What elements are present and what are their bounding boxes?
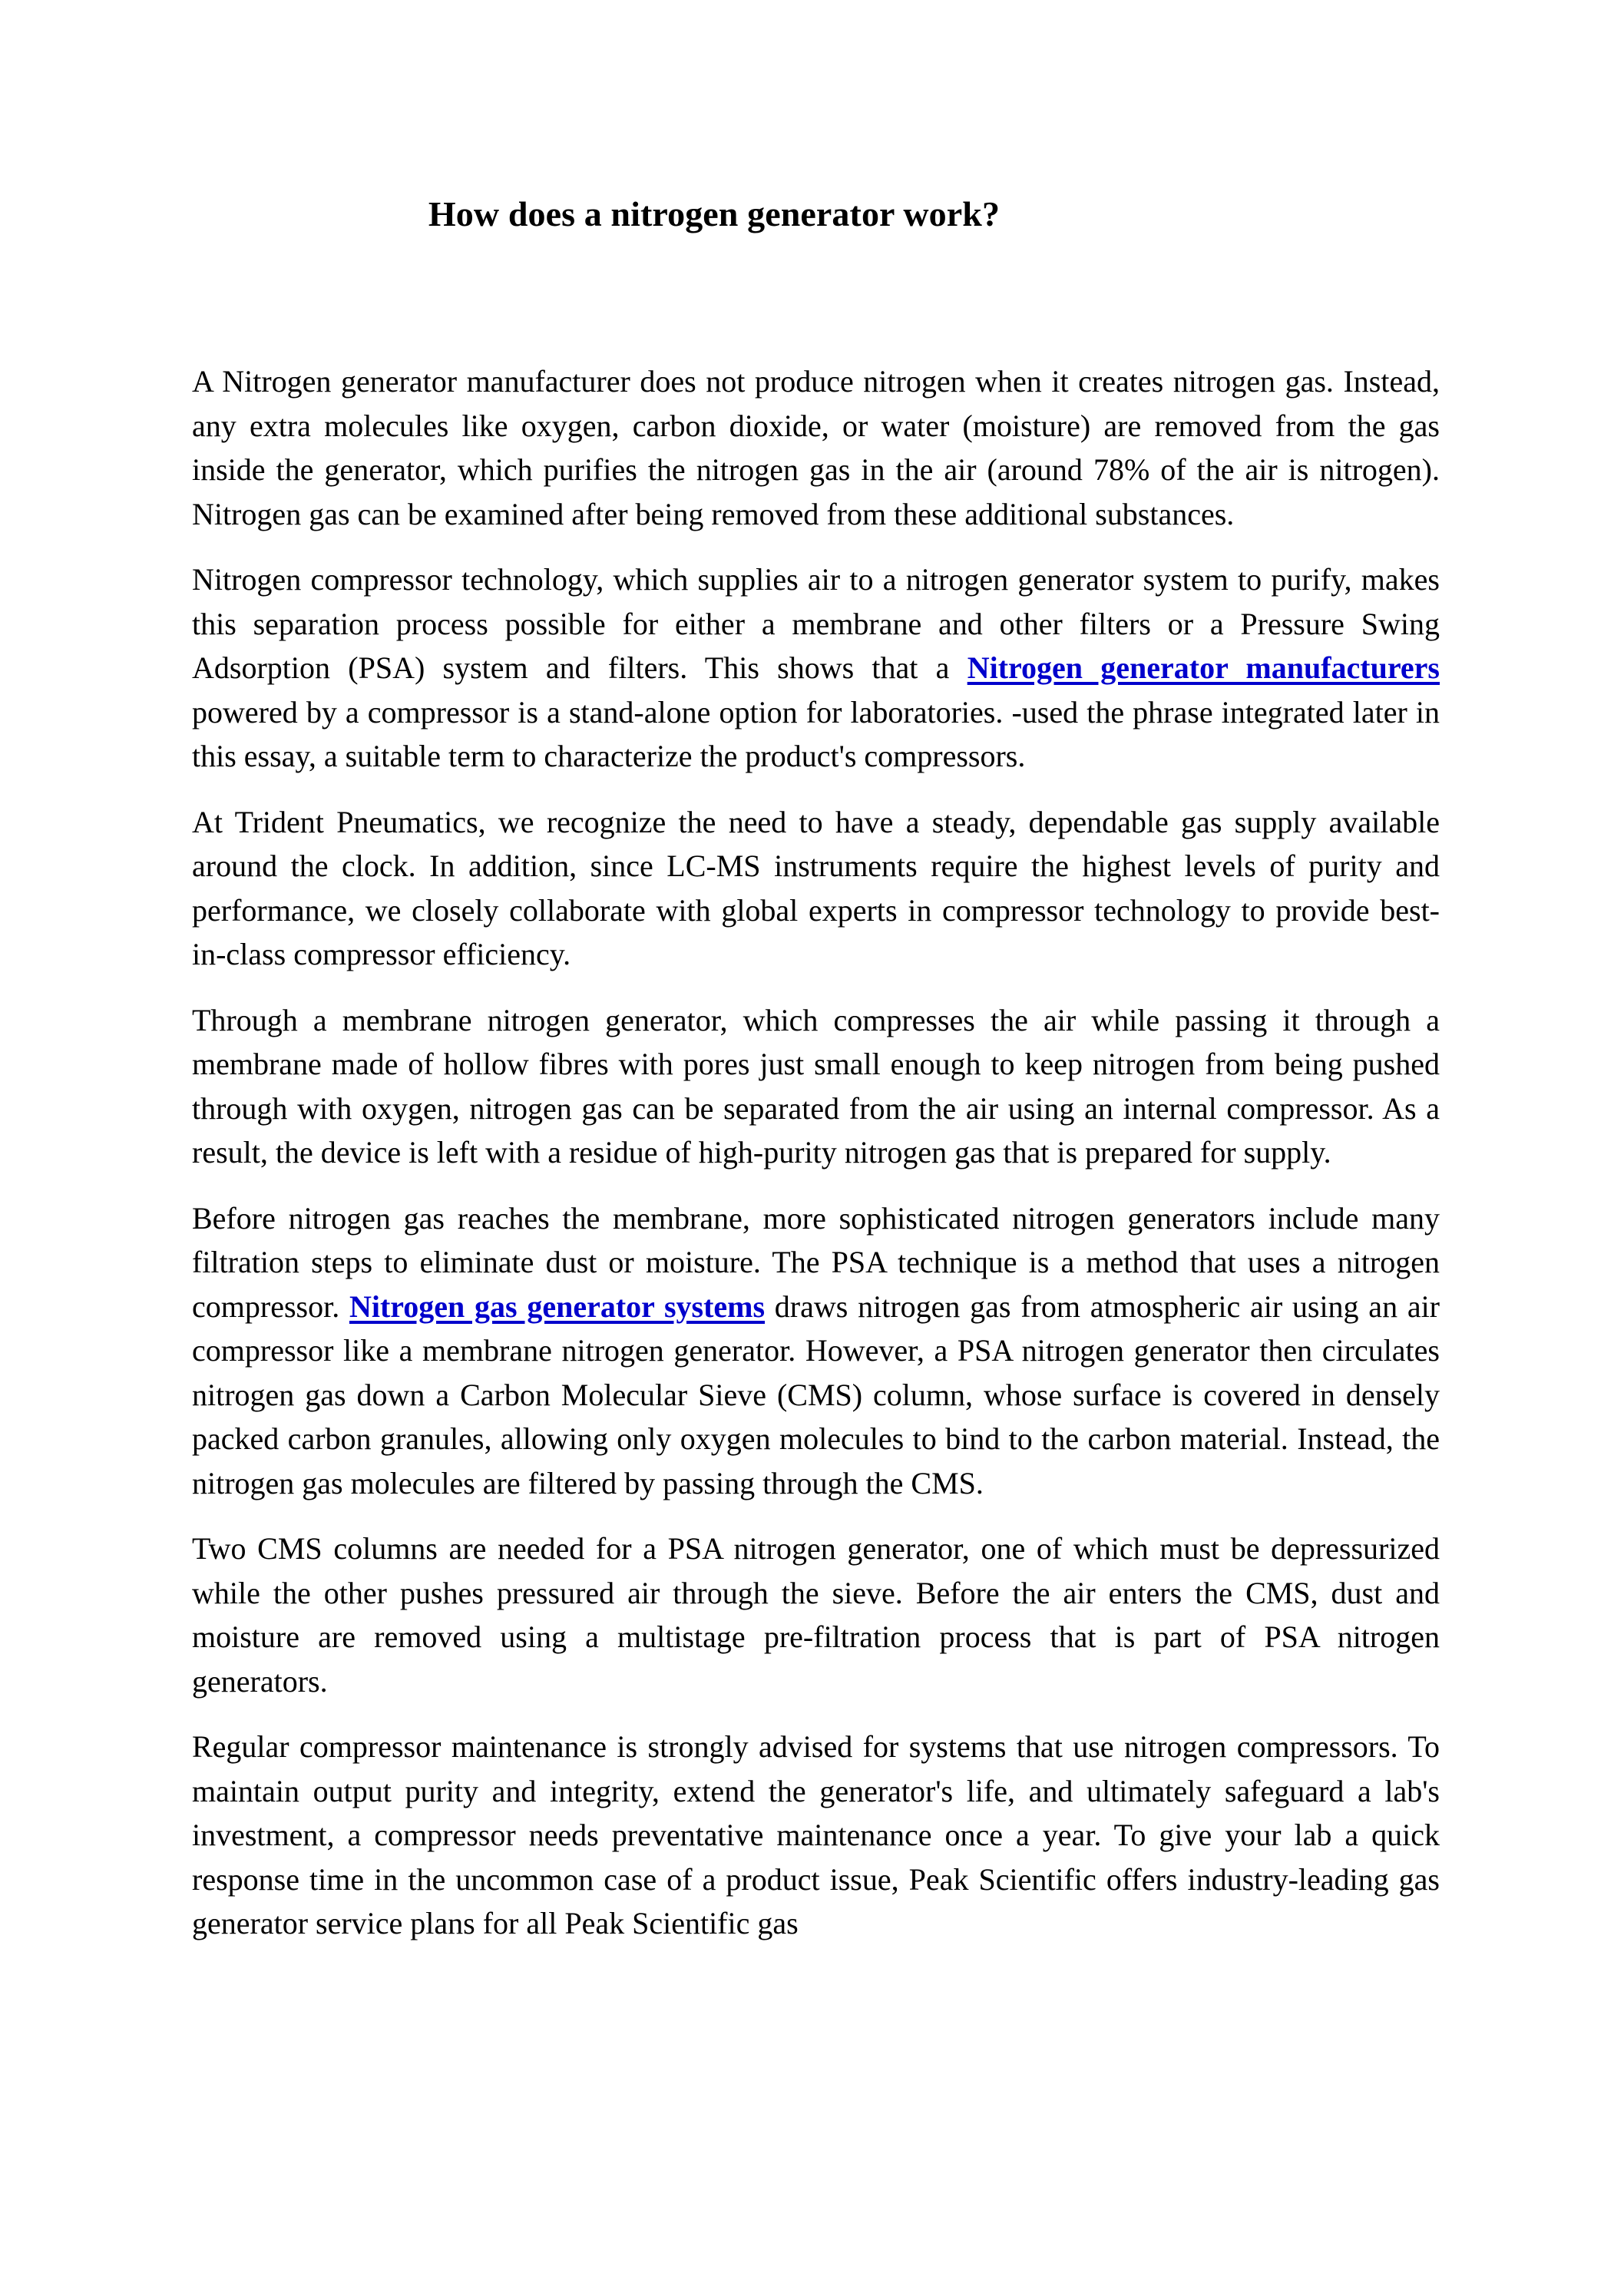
paragraph-text: Two CMS columns are needed for a PSA nitrogen generator, one of which must be depressurized while the other pushes pressured air through the sieve. Before the air enters the CMS, dust and moisture are removed using a multistage pre-filtration process that is part of PSA nitrogen generators. (192, 1531, 1440, 1699)
paragraph-text: Regular compressor maintenance is strongly advised for systems that use nitrogen compressors. To maintain output purity and integrity, extend the generator's life, and ultimately safeguard a lab's investment, a compressor needs preventative maintenance once a year. To give your lab a quick response time in the uncommon case of a product issue, Peak Scientific offers industry-leading gas generator service plans for all Peak Scientific gas (192, 1729, 1440, 1940)
title-spacer (192, 237, 1440, 359)
paragraph-p5 (192, 1196, 1440, 1506)
paragraph-container (192, 359, 1440, 1946)
paragraph-p4 (192, 998, 1440, 1175)
paragraph-text: At Trident Pneumatics, we recognize the need to have a steady, dependable gas supply available around the clock. In addition, since LC-MS instruments require the highest levels of purity and performance, we closely collaborate with global experts in compressor technology to provide best-in-class compressor efficiency. (192, 804, 1440, 971)
paragraph-text: powered by a compressor is a stand-alone option for laboratories. -used the phrase integrated later in this essay, a suitable term to characterize the product's compressors. (192, 694, 1440, 773)
paragraph-p7 (192, 1725, 1440, 1946)
paragraph-p6 (192, 1527, 1440, 1703)
paragraph-text: Nitrogen compressor technology, which supplies air to a nitrogen generator system to purify, makes this separation process possible for either a membrane and other filters or a Pressure Swing Adsorption (PSA) system and filters. This shows that a (192, 562, 1440, 685)
paragraph-p2 (192, 557, 1440, 779)
paragraph-p3 (192, 800, 1440, 977)
inline-link-p5-1[interactable]: Nitrogen gas generator systems (349, 1289, 766, 1324)
paragraph-text: draws nitrogen gas from atmospheric air using an air compressor like a membrane nitrogen generator. However, a PSA nitrogen generator then circulates nitrogen gas down a Carbon Molecular Sieve (CMS) column, whose surface is covered in densely packed carbon granules, allowing only oxygen molecules to bind to the carbon material. Instead, the nitrogen gas molecules are filtered by passing through the CMS. (192, 1289, 1440, 1500)
page-title: How does a nitrogen generator work? (428, 194, 1001, 233)
paragraph-p1 (192, 359, 1440, 536)
paragraph-text: A Nitrogen generator manufacturer does not produce nitrogen when it creates nitrogen gas. Instead, any extra molecules like oxygen, carbon dioxide, or water (moisture) are removed from the gas inside the generator, which purifies the nitrogen gas in the air (around 78% of the air is nitrogen). Nitrogen gas can be examined after being removed from these additional substances. (192, 364, 1440, 531)
paragraph-text: Through a membrane nitrogen generator, which compresses the air while passing it through a membrane made of hollow fibres with pores just small enough to keep nitrogen from being pushed through with oxygen, nitrogen gas can be separated from the air using an internal compressor. As a result, the device is left with a residue of high-purity nitrogen gas that is prepared for supply. (192, 1002, 1440, 1170)
paragraph-text: Before nitrogen gas reaches the membrane, more sophisticated nitrogen generators include many filtration steps to eliminate dust or moisture. The PSA technique is a method that uses a nitrogen compressor. (192, 1200, 1440, 1324)
inline-link-p2-1[interactable]: Nitrogen generator manufacturers (967, 650, 1440, 685)
document-body (192, 192, 1440, 1946)
